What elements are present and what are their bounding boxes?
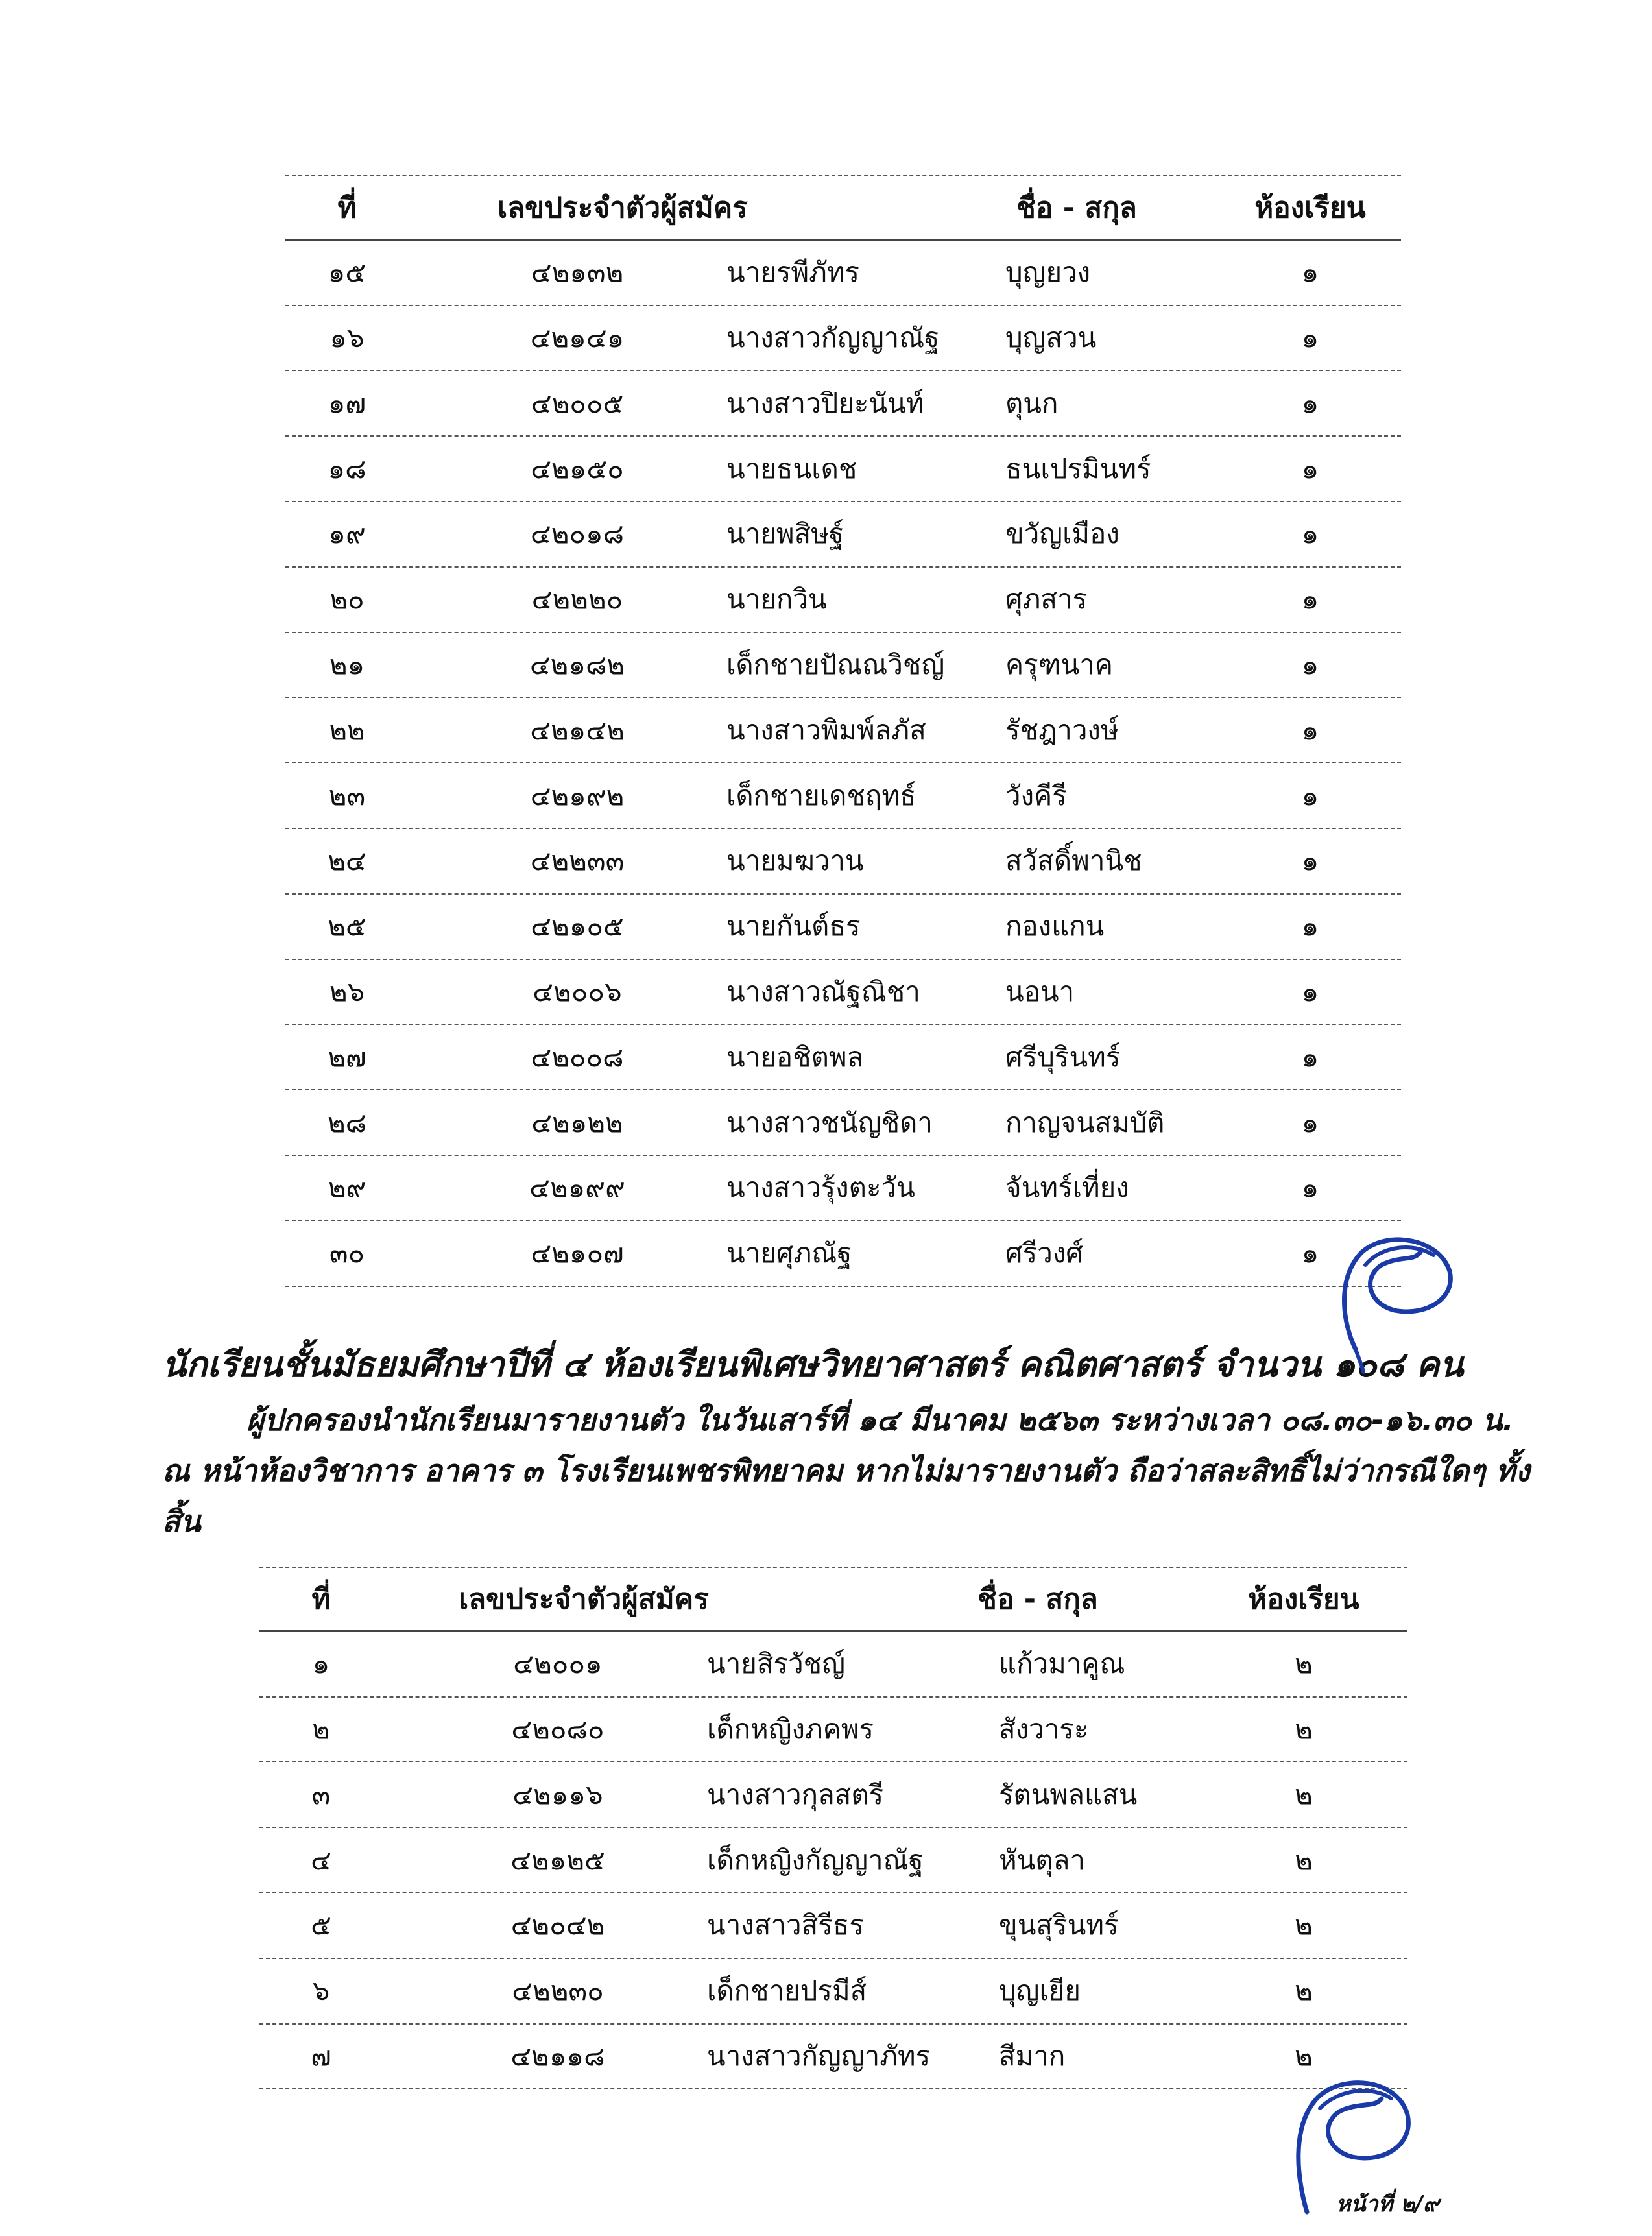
last-name: จันทร์เที่ยง bbox=[1005, 1172, 1129, 1204]
applicant-id: ๔๒๑๐๕ bbox=[531, 910, 624, 943]
room-number: ๒ bbox=[1295, 1713, 1313, 1745]
applicant-id: ๔๒๑๒๒ bbox=[531, 1106, 623, 1138]
applicant-id: ๔๒๑๔๒ bbox=[530, 714, 625, 746]
row-number: ๕ bbox=[311, 1909, 331, 1941]
row-number: ๒๖ bbox=[329, 975, 365, 1007]
table-row bbox=[285, 829, 1401, 895]
last-name: นอนา bbox=[1005, 975, 1075, 1007]
last-name: สวัสดิ์พานิช bbox=[1005, 845, 1142, 877]
notice-line-1: ผู้ปกครองนำนักเรียนมารายงานตัว ในวันเสาร์ที่ ๑๔ มีนาคม ๒๕๖๓ ระหว่างเวลา ๐๘.๓๐-๑๖.๓๐ น. bbox=[246, 1402, 1514, 1437]
header-room: ห้องเรียน bbox=[1254, 191, 1366, 224]
applicant-id: ๔๒๑๘๒ bbox=[529, 648, 625, 680]
page-number: หน้าที่ ๒/๙ bbox=[1336, 2191, 1439, 2217]
last-name: ครุฑนาค bbox=[1005, 648, 1113, 680]
first-name: นางสาวปิยะนันท์ bbox=[726, 387, 924, 419]
last-name: สีมาก bbox=[999, 2039, 1066, 2072]
applicant-id: ๔๒๐๐๕ bbox=[531, 387, 624, 419]
applicant-id: ๔๒๐๔๒ bbox=[510, 1909, 605, 1941]
row-number: ๗ bbox=[311, 2039, 331, 2072]
row-number: ๒๗ bbox=[328, 1040, 366, 1073]
table-row bbox=[285, 1221, 1401, 1287]
row-number: ๒๔ bbox=[328, 845, 366, 877]
room-number: ๑ bbox=[1301, 1172, 1319, 1204]
registrant-table-room-1 bbox=[285, 175, 1401, 1287]
applicant-id: ๔๒๑๙๙ bbox=[529, 1172, 625, 1204]
applicant-id: ๔๒๒๓๐ bbox=[512, 1975, 604, 2007]
applicant-id: ๔๒๑๔๑ bbox=[530, 321, 625, 354]
applicant-id: ๔๒๑๙๒ bbox=[530, 779, 625, 811]
room-number: ๑ bbox=[1301, 779, 1319, 811]
room-number: ๒ bbox=[1295, 1975, 1313, 2007]
row-number: ๒ bbox=[312, 1713, 330, 1745]
room-number: ๑ bbox=[1301, 1040, 1319, 1073]
first-name: นายธนเดช bbox=[726, 452, 857, 485]
last-name: หันตุลา bbox=[999, 1844, 1085, 1876]
header-name: ชื่อ - สกุล bbox=[1016, 191, 1137, 224]
row-number: ๑ bbox=[312, 1648, 330, 1680]
last-name: ขวัญเมือง bbox=[1005, 518, 1119, 550]
table-body bbox=[259, 1632, 1407, 2090]
first-name: นางสาวณัฐณิชา bbox=[726, 975, 920, 1007]
applicant-id: ๔๒๑๐๗ bbox=[531, 1237, 624, 1269]
first-name: นางสาวกัญญาภัทร bbox=[707, 2039, 931, 2072]
first-name: เด็กชายปัณณวิชญ์ bbox=[726, 648, 945, 680]
table-row bbox=[285, 371, 1401, 437]
room-number: ๑ bbox=[1301, 387, 1319, 419]
table-row bbox=[259, 1828, 1407, 1893]
header-no: ที่ bbox=[311, 1582, 331, 1616]
row-number: ๑๖ bbox=[329, 321, 365, 354]
last-name: กาญจนสมบัติ bbox=[1005, 1106, 1165, 1138]
table-row bbox=[285, 763, 1401, 829]
last-name: บุญสวน bbox=[1005, 321, 1097, 354]
room-number: ๑ bbox=[1301, 321, 1319, 354]
last-name: บุญเยีย bbox=[999, 1975, 1081, 2007]
room-number: ๑ bbox=[1301, 1106, 1319, 1138]
row-number: ๒๐ bbox=[329, 583, 365, 616]
applicant-id: ๔๒๒๒๐ bbox=[531, 583, 623, 616]
row-number: ๖ bbox=[312, 1975, 330, 2007]
room-number: ๒ bbox=[1295, 1648, 1313, 1680]
first-name: นายศุภณัฐ bbox=[726, 1237, 852, 1269]
table-row bbox=[259, 1893, 1407, 1959]
room-number: ๒ bbox=[1295, 1909, 1313, 1941]
room-number: ๒ bbox=[1295, 1778, 1313, 1810]
first-name: นางสาวกุลสตรี bbox=[707, 1778, 884, 1810]
first-name: นายสิรวัชญ์ bbox=[707, 1648, 845, 1680]
last-name: ศุภสาร bbox=[1005, 583, 1088, 616]
table-row bbox=[285, 502, 1401, 568]
applicant-id: ๔๒๐๐๖ bbox=[533, 975, 622, 1007]
header-applicant-id: เลขประจำตัวผู้สมัคร bbox=[459, 1582, 709, 1616]
room-number: ๑ bbox=[1301, 714, 1319, 746]
row-number: ๒๑ bbox=[329, 648, 365, 680]
first-name: เด็กหญิงกัญญาณัฐ bbox=[707, 1844, 924, 1876]
last-name: ศรีบุรินทร์ bbox=[1005, 1040, 1121, 1073]
last-name: วังคีรี bbox=[1005, 779, 1067, 811]
room-number: ๑ bbox=[1301, 975, 1319, 1007]
room-number: ๑ bbox=[1301, 910, 1319, 943]
applicant-id: ๔๒๑๒๕ bbox=[510, 1844, 605, 1876]
first-name: นางสาวกัญญาณัฐ bbox=[726, 321, 940, 354]
row-number: ๒๒ bbox=[329, 714, 365, 746]
applicant-id: ๔๒๑๑๘ bbox=[510, 2039, 605, 2072]
table-row bbox=[285, 568, 1401, 633]
row-number: ๑๘ bbox=[328, 452, 366, 485]
applicant-id: ๔๒๑๓๒ bbox=[531, 256, 624, 289]
table-row bbox=[285, 895, 1401, 960]
table-row bbox=[259, 1959, 1407, 2025]
room-number: ๑ bbox=[1301, 1237, 1319, 1269]
report-notice bbox=[162, 1395, 1537, 1546]
room-number: ๒ bbox=[1295, 1844, 1313, 1876]
applicant-id: ๔๒๒๓๓ bbox=[530, 845, 625, 877]
first-name: เด็กหญิงภคพร bbox=[707, 1713, 874, 1745]
first-name: นายอชิตพล bbox=[726, 1040, 864, 1073]
room-number: ๒ bbox=[1295, 2039, 1313, 2072]
header-no: ที่ bbox=[337, 191, 357, 224]
table-row bbox=[285, 1156, 1401, 1221]
row-number: ๒๓ bbox=[328, 779, 366, 811]
table-header-row bbox=[259, 1567, 1407, 1632]
row-number: ๓๐ bbox=[329, 1237, 365, 1269]
table-row bbox=[285, 1090, 1401, 1156]
last-name: ขุนสุรินทร์ bbox=[999, 1909, 1119, 1941]
last-name: กองแกน bbox=[1005, 910, 1105, 943]
applicant-id: ๔๒๐๐๑ bbox=[513, 1648, 603, 1680]
row-number: ๓ bbox=[311, 1778, 331, 1810]
table-body bbox=[285, 241, 1401, 1287]
last-name: บุญยวง bbox=[1005, 256, 1091, 289]
row-number: ๒๘ bbox=[327, 1106, 367, 1138]
row-number: ๒๕ bbox=[328, 910, 366, 943]
first-name: นายรพีภัทร bbox=[726, 256, 860, 289]
first-name: เด็กชายปรมีส์ bbox=[707, 1975, 867, 2007]
table-row bbox=[259, 1762, 1407, 1828]
table-row bbox=[285, 960, 1401, 1026]
row-number: ๒๙ bbox=[328, 1172, 366, 1204]
table-row bbox=[285, 1025, 1401, 1090]
signature-icon bbox=[1317, 1226, 1459, 1375]
last-name: รัตนพลแสน bbox=[999, 1778, 1138, 1810]
row-number: ๔ bbox=[311, 1844, 331, 1876]
first-name: นางสาวพิมพ์ลภัส bbox=[726, 714, 926, 746]
applicant-id: ๔๒๑๑๖ bbox=[512, 1778, 603, 1810]
last-name: แก้วมาคูณ bbox=[999, 1648, 1125, 1680]
table-row bbox=[259, 1698, 1407, 1763]
last-name: รัชฎาวงษ์ bbox=[1005, 714, 1119, 746]
table-row bbox=[285, 698, 1401, 763]
table-header-row bbox=[285, 175, 1401, 241]
header-name: ชื่อ - สกุล bbox=[977, 1582, 1098, 1616]
applicant-id: ๔๒๐๑๘ bbox=[530, 518, 625, 550]
last-name: ตุนก bbox=[1005, 387, 1059, 419]
last-name: ธนเปรมินทร์ bbox=[1005, 452, 1151, 485]
room-number: ๑ bbox=[1301, 583, 1319, 616]
header-room: ห้องเรียน bbox=[1248, 1582, 1359, 1616]
notice-line-2: ณ หน้าห้องวิชาการ อาคาร ๓ โรงเรียนเพชรพิทยาคม หากไม่มารายงานตัว ถือว่าสละสิทธิ์ไม่ว่ากรณีใดๆ ทั้งสิ้น bbox=[162, 1453, 1530, 1539]
table-row bbox=[259, 1632, 1407, 1698]
first-name: นางสาวรุ้งตะวัน bbox=[726, 1172, 915, 1204]
applicant-id: ๔๒๐๐๘ bbox=[531, 1040, 624, 1073]
header-applicant-id: เลขประจำตัวผู้สมัคร bbox=[497, 191, 748, 224]
first-name: นายกันต์ธร bbox=[726, 910, 861, 943]
table-row bbox=[285, 306, 1401, 372]
first-name: นายกวิน bbox=[726, 583, 827, 616]
room-number: ๑ bbox=[1301, 648, 1319, 680]
applicant-id: ๔๒๐๘๐ bbox=[511, 1713, 605, 1745]
room-number: ๑ bbox=[1301, 518, 1319, 550]
table-row bbox=[285, 437, 1401, 502]
last-name: ศรีวงศ์ bbox=[1005, 1237, 1083, 1269]
row-number: ๑๕ bbox=[328, 256, 366, 289]
first-name: เด็กชายเดชฤทธ์ bbox=[726, 779, 916, 811]
first-name: นางสาวชนัญชิดา bbox=[726, 1106, 933, 1138]
first-name: นายพสิษฐ์ bbox=[726, 518, 844, 550]
row-number: ๑๗ bbox=[328, 387, 366, 419]
room-number: ๑ bbox=[1301, 452, 1319, 485]
row-number: ๑๙ bbox=[328, 518, 366, 550]
table-row bbox=[285, 241, 1401, 306]
room-number: ๑ bbox=[1301, 845, 1319, 877]
last-name: สังวาระ bbox=[999, 1713, 1089, 1745]
registrant-table-room-2 bbox=[259, 1567, 1407, 2089]
section-title: นักเรียนชั้นมัธยมศึกษาปีที่ ๔ ห้องเรียนพิเศษวิทยาศาสตร์ คณิตศาสตร์ จำนวน ๑๐๘ คน bbox=[162, 1344, 1464, 1385]
room-number: ๑ bbox=[1301, 256, 1319, 289]
table-row bbox=[259, 2025, 1407, 2090]
first-name: นางสาวสิรีธร bbox=[707, 1909, 864, 1941]
first-name: นายมฆวาน bbox=[726, 845, 864, 877]
table-row bbox=[285, 633, 1401, 699]
applicant-id: ๔๒๑๕๐ bbox=[531, 452, 624, 485]
